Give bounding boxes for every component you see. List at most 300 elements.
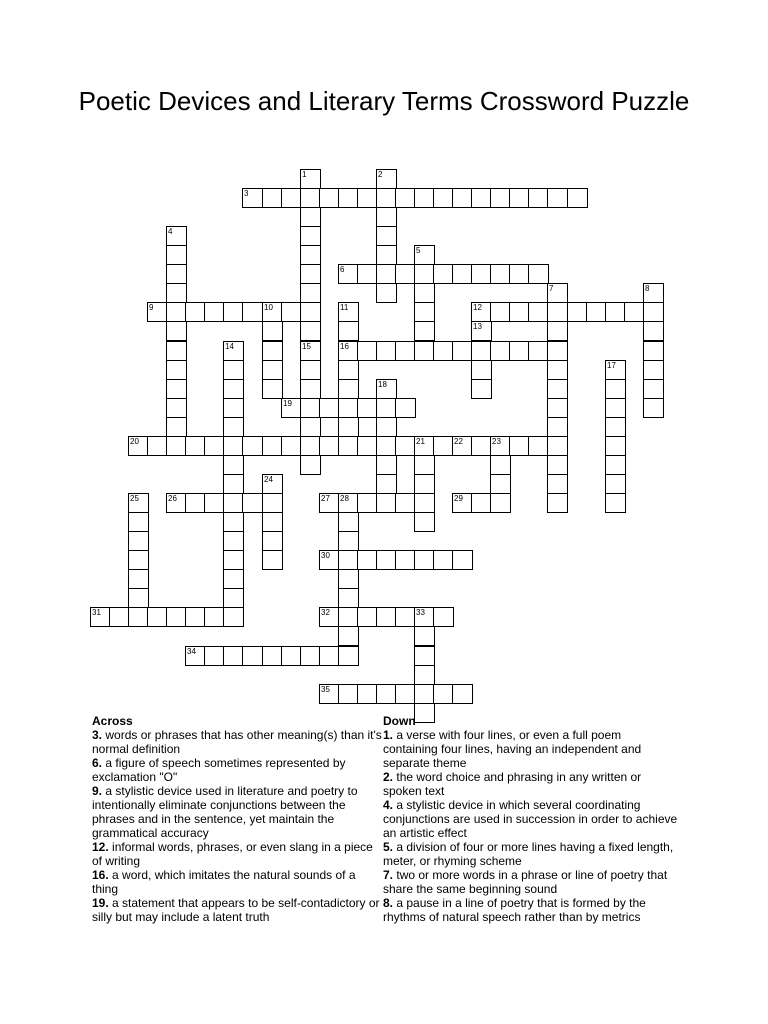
grid-cell[interactable]	[128, 531, 149, 551]
down-clues	[383, 714, 678, 924]
clue-number-label: 16.	[92, 868, 109, 882]
grid-cell[interactable]	[452, 684, 473, 704]
clue-number: 14	[225, 342, 234, 351]
grid-cell[interactable]	[300, 360, 321, 380]
grid-cell[interactable]	[452, 188, 473, 208]
grid-cell[interactable]	[376, 169, 397, 189]
grid-cell[interactable]	[242, 188, 263, 208]
grid-cell[interactable]	[547, 455, 568, 475]
grid-cell[interactable]	[128, 436, 149, 456]
grid-cell[interactable]	[319, 550, 340, 570]
grid-cell[interactable]	[376, 684, 397, 704]
grid-cell[interactable]	[471, 360, 492, 380]
grid-cell[interactable]	[357, 607, 378, 627]
grid-cell[interactable]	[452, 550, 473, 570]
grid-cell[interactable]	[547, 379, 568, 399]
grid-cell[interactable]	[223, 436, 244, 456]
grid-cell[interactable]	[166, 398, 187, 418]
grid-cell[interactable]	[300, 321, 321, 341]
grid-cell[interactable]	[547, 398, 568, 418]
grid-cell[interactable]	[223, 646, 244, 666]
grid-cell[interactable]	[433, 607, 454, 627]
grid-cell[interactable]	[223, 569, 244, 589]
grid-cell[interactable]	[223, 493, 244, 513]
across-clue	[92, 840, 382, 868]
grid-cell[interactable]	[414, 493, 435, 513]
grid-cell[interactable]	[433, 264, 454, 284]
clue-number: 31	[92, 608, 101, 617]
grid-cell[interactable]	[262, 321, 283, 341]
grid-cell[interactable]	[166, 245, 187, 265]
grid-cell[interactable]	[509, 264, 530, 284]
clue-number: 1	[302, 170, 307, 179]
grid-cell[interactable]	[471, 188, 492, 208]
grid-cell[interactable]	[414, 665, 435, 685]
grid-cell[interactable]	[300, 417, 321, 437]
grid-cell[interactable]	[223, 531, 244, 551]
clue-number-label: 1.	[383, 728, 394, 742]
across-clue	[92, 784, 382, 840]
grid-cell[interactable]	[357, 493, 378, 513]
grid-cell[interactable]	[395, 188, 416, 208]
grid-cell[interactable]	[395, 264, 416, 284]
grid-cell[interactable]	[414, 607, 435, 627]
grid-cell[interactable]	[414, 626, 435, 646]
clue-text: a stylistic device used in literature and poetry to intentionally eliminate conjunctions between the phrases and in the sentence, yet maintain the grammatical accuracy	[92, 784, 358, 840]
grid-cell[interactable]	[166, 302, 187, 322]
clue-text: a word, which imitates the natural sounds of a thing	[92, 868, 356, 896]
grid-cell[interactable]	[300, 455, 321, 475]
grid-cell[interactable]	[319, 607, 340, 627]
grid-cell[interactable]	[414, 455, 435, 475]
clue-number: 9	[149, 303, 154, 312]
grid-cell[interactable]	[338, 512, 359, 532]
grid-cell[interactable]	[338, 646, 359, 666]
grid-cell[interactable]	[547, 360, 568, 380]
grid-cell[interactable]	[338, 398, 359, 418]
grid-cell[interactable]	[414, 283, 435, 303]
grid-cell[interactable]	[509, 188, 530, 208]
grid-cell[interactable]	[414, 341, 435, 361]
grid-cell[interactable]	[490, 341, 511, 361]
grid-cell[interactable]	[300, 207, 321, 227]
across-clue	[92, 756, 382, 784]
grid-cell[interactable]	[433, 188, 454, 208]
grid-cell[interactable]	[223, 379, 244, 399]
grid-cell[interactable]	[376, 245, 397, 265]
grid-cell[interactable]	[338, 264, 359, 284]
grid-cell[interactable]	[338, 341, 359, 361]
grid-cell[interactable]	[338, 417, 359, 437]
grid-cell[interactable]	[528, 341, 549, 361]
grid-cell[interactable]	[643, 341, 664, 361]
grid-cell[interactable]	[490, 474, 511, 494]
grid-cell[interactable]	[223, 455, 244, 475]
grid-cell[interactable]	[147, 607, 168, 627]
grid-cell[interactable]	[509, 436, 530, 456]
grid-cell[interactable]	[166, 607, 187, 627]
clue-number-label: 2.	[383, 770, 394, 784]
grid-cell[interactable]	[262, 474, 283, 494]
grid-cell[interactable]	[376, 398, 397, 418]
grid-cell[interactable]	[452, 493, 473, 513]
down-clue	[383, 798, 678, 840]
grid-cell[interactable]	[262, 379, 283, 399]
grid-cell[interactable]	[605, 360, 626, 380]
grid-cell[interactable]	[376, 455, 397, 475]
grid-cell[interactable]	[605, 302, 626, 322]
grid-cell[interactable]	[300, 226, 321, 246]
grid-cell[interactable]	[242, 436, 263, 456]
grid-cell[interactable]	[547, 302, 568, 322]
grid-cell[interactable]	[605, 379, 626, 399]
grid-cell[interactable]	[166, 341, 187, 361]
grid-cell[interactable]	[242, 493, 263, 513]
grid-cell[interactable]	[357, 264, 378, 284]
grid-cell[interactable]	[433, 684, 454, 704]
grid-cell[interactable]	[281, 302, 302, 322]
clue-text: a stylistic device in which several coordinating conjunctions are used in succession in order to achieve an artistic effect	[383, 798, 678, 840]
clue-text: a figure of speech sometimes represented by exclamation "O"	[92, 756, 346, 784]
grid-cell[interactable]	[376, 264, 397, 284]
grid-cell[interactable]	[300, 341, 321, 361]
grid-cell[interactable]	[262, 646, 283, 666]
grid-cell[interactable]	[338, 360, 359, 380]
grid-cell[interactable]	[223, 360, 244, 380]
grid-cell[interactable]	[376, 379, 397, 399]
clue-number: 32	[321, 608, 330, 617]
grid-cell[interactable]	[624, 302, 645, 322]
grid-cell[interactable]	[300, 436, 321, 456]
grid-cell[interactable]	[223, 550, 244, 570]
grid-cell[interactable]	[547, 417, 568, 437]
clue-number-label: 7.	[383, 868, 394, 882]
grid-cell[interactable]	[376, 341, 397, 361]
across-clue	[92, 868, 382, 896]
grid-cell[interactable]	[376, 607, 397, 627]
grid-cell[interactable]	[605, 398, 626, 418]
grid-cell[interactable]	[471, 264, 492, 284]
grid-cell[interactable]	[166, 436, 187, 456]
clue-text: the word choice and phrasing in any written or spoken text	[383, 770, 642, 798]
grid-cell[interactable]	[147, 436, 168, 456]
grid-cell[interactable]	[376, 436, 397, 456]
grid-cell[interactable]	[223, 474, 244, 494]
grid-cell[interactable]	[262, 341, 283, 361]
grid-cell[interactable]	[223, 341, 244, 361]
grid-cell[interactable]	[338, 493, 359, 513]
grid-cell[interactable]	[166, 379, 187, 399]
grid-cell[interactable]	[338, 531, 359, 551]
grid-cell[interactable]	[414, 264, 435, 284]
clue-number: 35	[321, 685, 330, 694]
grid-cell[interactable]	[605, 455, 626, 475]
grid-cell[interactable]	[605, 474, 626, 494]
grid-cell[interactable]	[185, 436, 206, 456]
clue-number: 26	[168, 494, 177, 503]
grid-cell[interactable]	[90, 607, 111, 627]
clue-number: 20	[130, 437, 139, 446]
across-clue	[92, 728, 382, 756]
grid-cell[interactable]	[357, 341, 378, 361]
grid-cell[interactable]	[643, 321, 664, 341]
clue-number: 22	[454, 437, 463, 446]
grid-cell[interactable]	[490, 302, 511, 322]
grid-cell[interactable]	[166, 493, 187, 513]
clue-text: a verse with four lines, or even a full poem containing four lines, having an independent and separate theme	[383, 728, 642, 770]
across-clue	[92, 896, 382, 924]
grid-cell[interactable]	[357, 684, 378, 704]
grid-cell[interactable]	[528, 264, 549, 284]
grid-cell[interactable]	[262, 550, 283, 570]
grid-cell[interactable]	[223, 302, 244, 322]
grid-cell[interactable]	[338, 550, 359, 570]
grid-cell[interactable]	[338, 321, 359, 341]
grid-cell[interactable]	[452, 341, 473, 361]
grid-cell[interactable]	[471, 379, 492, 399]
grid-cell[interactable]	[376, 550, 397, 570]
page-title: Poetic Devices and Literary Terms Crossword Puzzle	[78, 86, 690, 116]
grid-cell[interactable]	[300, 398, 321, 418]
grid-cell[interactable]	[357, 188, 378, 208]
grid-cell[interactable]	[376, 226, 397, 246]
clue-number: 8	[645, 284, 650, 293]
grid-cell[interactable]	[547, 436, 568, 456]
grid-cell[interactable]	[319, 646, 340, 666]
grid-cell[interactable]	[128, 588, 149, 608]
grid-cell[interactable]	[586, 302, 607, 322]
grid-cell[interactable]	[338, 588, 359, 608]
grid-cell[interactable]	[433, 436, 454, 456]
grid-cell[interactable]	[414, 512, 435, 532]
grid-cell[interactable]	[376, 188, 397, 208]
grid-cell[interactable]	[166, 360, 187, 380]
grid-cell[interactable]	[605, 417, 626, 437]
grid-cell[interactable]	[433, 550, 454, 570]
grid-cell[interactable]	[319, 684, 340, 704]
down-heading: Down	[383, 714, 416, 728]
grid-cell[interactable]	[376, 493, 397, 513]
grid-cell[interactable]	[109, 607, 130, 627]
clue-number: 6	[340, 265, 345, 274]
grid-cell[interactable]	[338, 626, 359, 646]
grid-cell[interactable]	[185, 607, 206, 627]
clue-number: 3	[244, 189, 249, 198]
clue-number: 16	[340, 342, 349, 351]
grid-cell[interactable]	[128, 550, 149, 570]
grid-cell[interactable]	[605, 436, 626, 456]
grid-cell[interactable]	[319, 398, 340, 418]
clue-text: informal words, phrases, or even slang in a piece of writing	[92, 840, 373, 868]
grid-cell[interactable]	[185, 493, 206, 513]
grid-cell[interactable]	[166, 283, 187, 303]
grid-cell[interactable]	[452, 264, 473, 284]
grid-cell[interactable]	[128, 569, 149, 589]
grid-cell[interactable]	[490, 188, 511, 208]
grid-cell[interactable]	[471, 341, 492, 361]
grid-cell[interactable]	[471, 436, 492, 456]
grid-cell[interactable]	[605, 493, 626, 513]
grid-cell[interactable]	[281, 436, 302, 456]
grid-cell[interactable]	[204, 607, 225, 627]
grid-cell[interactable]	[128, 493, 149, 513]
grid-cell[interactable]	[643, 283, 664, 303]
clue-number-label: 19.	[92, 896, 109, 910]
grid-cell[interactable]	[300, 379, 321, 399]
grid-cell[interactable]	[528, 302, 549, 322]
grid-cell[interactable]	[185, 646, 206, 666]
grid-cell[interactable]	[414, 646, 435, 666]
grid-cell[interactable]	[262, 436, 283, 456]
grid-cell[interactable]	[547, 188, 568, 208]
grid-cell[interactable]	[471, 302, 492, 322]
grid-cell[interactable]	[338, 607, 359, 627]
clue-number: 10	[264, 303, 273, 312]
grid-cell[interactable]	[338, 436, 359, 456]
clue-number-label: 12.	[92, 840, 109, 854]
grid-cell[interactable]	[166, 264, 187, 284]
grid-cell[interactable]	[547, 321, 568, 341]
grid-cell[interactable]	[300, 188, 321, 208]
grid-cell[interactable]	[223, 607, 244, 627]
grid-cell[interactable]	[300, 302, 321, 322]
grid-cell[interactable]	[414, 550, 435, 570]
grid-cell[interactable]	[223, 417, 244, 437]
grid-cell[interactable]	[319, 436, 340, 456]
grid-cell[interactable]	[414, 188, 435, 208]
grid-cell[interactable]	[281, 646, 302, 666]
grid-cell[interactable]	[242, 646, 263, 666]
grid-cell[interactable]	[376, 207, 397, 227]
grid-cell[interactable]	[528, 436, 549, 456]
grid-cell[interactable]	[395, 341, 416, 361]
grid-cell[interactable]	[262, 493, 283, 513]
grid-cell[interactable]	[262, 188, 283, 208]
grid-cell[interactable]	[471, 493, 492, 513]
grid-cell[interactable]	[547, 283, 568, 303]
grid-cell[interactable]	[262, 302, 283, 322]
grid-cell[interactable]	[567, 188, 588, 208]
grid-cell[interactable]	[166, 417, 187, 437]
clue-text: two or more words in a phrase or line of poetry that share the same beginning sound	[383, 868, 668, 896]
grid-cell[interactable]	[300, 245, 321, 265]
clue-number-label: 8.	[383, 896, 394, 910]
grid-cell[interactable]	[452, 436, 473, 456]
grid-cell[interactable]	[338, 302, 359, 322]
grid-cell[interactable]	[376, 474, 397, 494]
grid-cell[interactable]	[643, 302, 664, 322]
grid-cell[interactable]	[567, 302, 588, 322]
grid-cell[interactable]	[147, 302, 168, 322]
clue-number: 21	[416, 437, 425, 446]
grid-cell[interactable]	[319, 188, 340, 208]
grid-cell[interactable]	[128, 512, 149, 532]
grid-cell[interactable]	[300, 264, 321, 284]
grid-cell[interactable]	[357, 550, 378, 570]
grid-cell[interactable]	[357, 398, 378, 418]
grid-cell[interactable]	[357, 436, 378, 456]
grid-cell[interactable]	[643, 379, 664, 399]
grid-cell[interactable]	[319, 493, 340, 513]
grid-cell[interactable]	[547, 474, 568, 494]
grid-cell[interactable]	[414, 321, 435, 341]
grid-cell[interactable]	[643, 360, 664, 380]
grid-cell[interactable]	[414, 436, 435, 456]
grid-cell[interactable]	[223, 588, 244, 608]
grid-cell[interactable]	[338, 684, 359, 704]
grid-cell[interactable]	[204, 436, 225, 456]
grid-cell[interactable]	[471, 321, 492, 341]
grid-cell[interactable]	[528, 188, 549, 208]
grid-cell[interactable]	[204, 302, 225, 322]
grid-cell[interactable]	[281, 188, 302, 208]
grid-cell[interactable]	[376, 283, 397, 303]
grid-cell[interactable]	[509, 302, 530, 322]
grid-cell[interactable]	[490, 493, 511, 513]
grid-cell[interactable]	[414, 684, 435, 704]
grid-cell[interactable]	[338, 188, 359, 208]
grid-cell[interactable]	[376, 417, 397, 437]
clue-number: 24	[264, 475, 273, 484]
clue-number: 33	[416, 608, 425, 617]
grid-cell[interactable]	[128, 607, 149, 627]
grid-cell[interactable]	[414, 245, 435, 265]
grid-cell[interactable]	[300, 646, 321, 666]
grid-cell[interactable]	[204, 493, 225, 513]
grid-cell[interactable]	[395, 607, 416, 627]
grid-cell[interactable]	[262, 512, 283, 532]
grid-cell[interactable]	[395, 493, 416, 513]
grid-cell[interactable]	[643, 398, 664, 418]
grid-cell[interactable]	[262, 531, 283, 551]
grid-cell[interactable]	[490, 455, 511, 475]
clue-number: 23	[492, 437, 501, 446]
grid-cell[interactable]	[395, 436, 416, 456]
clue-number-label: 5.	[383, 840, 394, 854]
grid-cell[interactable]	[166, 321, 187, 341]
grid-cell[interactable]	[547, 493, 568, 513]
grid-cell[interactable]	[300, 169, 321, 189]
clue-number: 27	[321, 494, 330, 503]
grid-cell[interactable]	[414, 474, 435, 494]
clue-number-label: 4.	[383, 798, 394, 812]
grid-cell[interactable]	[433, 341, 454, 361]
grid-cell[interactable]	[338, 569, 359, 589]
grid-cell[interactable]	[166, 226, 187, 246]
grid-cell[interactable]	[414, 302, 435, 322]
grid-cell[interactable]	[223, 512, 244, 532]
grid-cell[interactable]	[490, 436, 511, 456]
grid-cell[interactable]	[204, 646, 225, 666]
clue-number: 15	[302, 342, 311, 351]
grid-cell[interactable]	[395, 398, 416, 418]
grid-cell[interactable]	[262, 360, 283, 380]
down-clue	[383, 840, 678, 868]
grid-cell[interactable]	[547, 341, 568, 361]
clue-number-label: 9.	[92, 784, 103, 798]
grid-cell[interactable]	[509, 341, 530, 361]
grid-cell[interactable]	[338, 379, 359, 399]
grid-cell[interactable]	[490, 264, 511, 284]
grid-cell[interactable]	[185, 302, 206, 322]
grid-cell[interactable]	[281, 398, 302, 418]
clue-text: a statement that appears to be self-contadictory or silly but may include a latent truth	[92, 896, 380, 924]
grid-cell[interactable]	[223, 398, 244, 418]
grid-cell[interactable]	[242, 302, 263, 322]
grid-cell[interactable]	[300, 283, 321, 303]
grid-cell[interactable]	[395, 684, 416, 704]
grid-cell[interactable]	[395, 550, 416, 570]
